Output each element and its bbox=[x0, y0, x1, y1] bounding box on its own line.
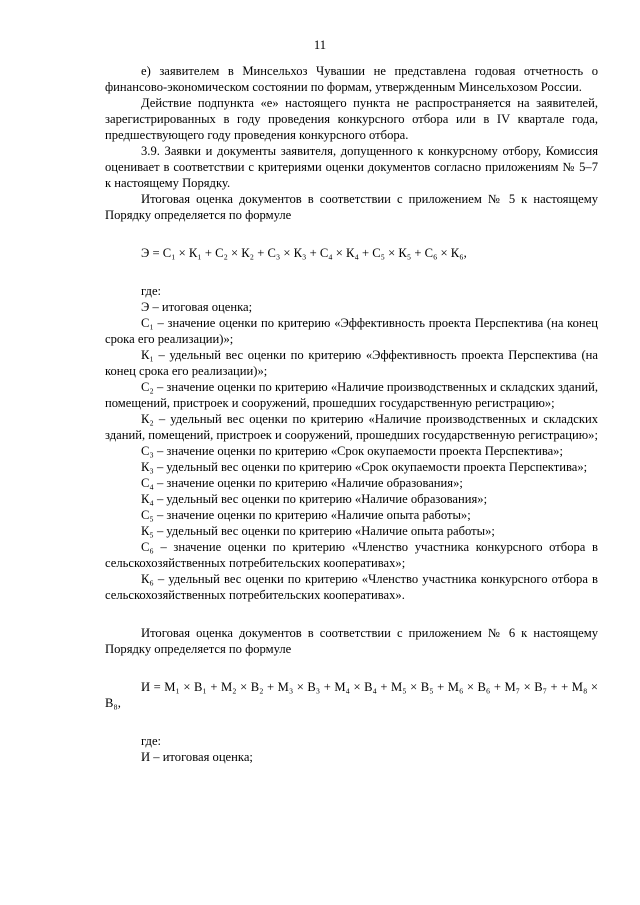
definition: К₅ – удельный вес оценки по критерию «Наличие опыта работы»; bbox=[141, 524, 495, 538]
page-number: 11 bbox=[313, 38, 327, 52]
definition: С₆ – значение оценки по критерию «Членство участника конкурсного отбора в сельскохозяйственных потребительских кооперативах»; bbox=[105, 540, 598, 570]
where-label: где: bbox=[141, 284, 162, 298]
definition: К₆ – удельный вес оценки по критерию «Членство участника конкурсного отбора в сельскохозяйственных потребительских кооперативах». bbox=[105, 572, 598, 602]
definition: К₃ – удельный вес оценки по критерию «Срок окупаемости проекта Перспектива»; bbox=[141, 460, 588, 474]
paragraph: 3.9. Заявки и документы заявителя, допущенного к конкурсному отбору, Комиссия оценивает в соответствии с критериями оценки документов согласно приложениям № 5–7 к настоящему Порядку. bbox=[105, 144, 598, 190]
definition: С₁ – значение оценки по критерию «Эффективность проекта Перспектива (на конец срока его реализации)»; bbox=[105, 316, 598, 346]
definition: К₁ – удельный вес оценки по критерию «Эффективность проекта Перспектива (на конец срока его реализации)»; bbox=[105, 348, 598, 378]
definition: К₄ – удельный вес оценки по критерию «Наличие образования»; bbox=[141, 492, 488, 506]
paragraph: е) заявителем в Минсельхоз Чувашии не представлена годовая отчетность о финансово-экономическом состоянии по формам, утвержденным Минсельхозом России. bbox=[105, 64, 598, 94]
formula-e: Э = С₁ × К₁ + С₂ × К₂ + С₃ × К₃ + С₄ × К₄ + С₅ × К₅ + С₆ × К₆, bbox=[141, 246, 467, 260]
paragraph: Действие подпункта «е» настоящего пункта не распространяется на заявителей, зарегистрированных в году проведения конкурсного отбора или в IV квартале года, предшествующего году проведения конкурсного отбора. bbox=[105, 96, 598, 142]
definition: Э – итоговая оценка; bbox=[141, 300, 253, 314]
formula-i: И = М₁ × В₁ + М₂ × В₂ + М₃ × В₃ + М₄ × В₄ + М₅ × В₅ + М₆ × В₆ + М₇ × В₇ + + М₈ × В₈, bbox=[105, 680, 598, 710]
document-body bbox=[105, 63, 598, 765]
definition: К₂ – удельный вес оценки по критерию «Наличие производственных и складских зданий, помещений, пристроек и сооружений, прошедших государственную регистрацию»; bbox=[105, 412, 598, 442]
definition: С₄ – значение оценки по критерию «Наличие образования»; bbox=[141, 476, 463, 490]
definition: С₂ – значение оценки по критерию «Наличие производственных и складских зданий, помещений, пристроек и сооружений, прошедших государственную регистрацию»; bbox=[105, 380, 598, 410]
definition: С₅ – значение оценки по критерию «Наличие опыта работы»; bbox=[141, 508, 471, 522]
where-label: где: bbox=[141, 734, 162, 748]
definition: С₃ – значение оценки по критерию «Срок окупаемости проекта Перспектива»; bbox=[141, 444, 563, 458]
paragraph: Итоговая оценка документов в соответствии с приложением № 5 к настоящему Порядку определяется по формуле bbox=[105, 192, 598, 222]
paragraph: Итоговая оценка документов в соответствии с приложением № 6 к настоящему Порядку определяется по формуле bbox=[105, 626, 598, 656]
definition: И – итоговая оценка; bbox=[141, 750, 253, 764]
